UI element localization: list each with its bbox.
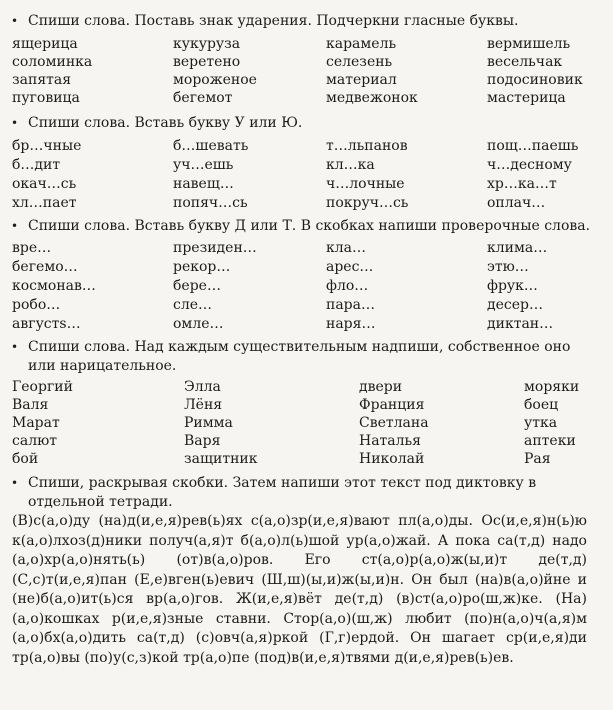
word-row (0, 450, 613, 469)
word: бой (12, 451, 39, 467)
task-heading: • Спиши слова. Вставь букву У или Ю. (11, 115, 303, 131)
word: бере… (173, 278, 221, 294)
word: космонав… (12, 278, 96, 294)
word-row (0, 258, 613, 277)
word: Марат (12, 415, 60, 431)
word-row (0, 277, 613, 296)
word: т…льпанов (326, 138, 408, 154)
word: Наталья (359, 433, 421, 449)
word: моряки (524, 379, 580, 395)
word: омле… (173, 316, 224, 332)
word-row (0, 239, 613, 258)
word: защитник (184, 451, 258, 467)
word: пара… (326, 297, 375, 313)
word: рекор… (173, 259, 231, 275)
word: бр…чные (12, 138, 82, 154)
word: ч…лочные (326, 176, 405, 192)
task-heading: • Спиши слова. Поставь знак ударения. Подчеркни гласные буквы. (11, 13, 519, 29)
word: бегемо… (12, 259, 78, 275)
word: клима… (487, 240, 548, 256)
word: Рая (524, 451, 551, 467)
word: вре… (12, 240, 52, 256)
word: Валя (12, 397, 49, 413)
word: оплач… (487, 195, 546, 211)
word: карамель (326, 36, 397, 52)
word: попяч…сь (173, 195, 248, 211)
word-row (0, 315, 613, 334)
word: боец (524, 397, 559, 413)
word: Георгий (12, 379, 73, 395)
word: Светлана (359, 415, 429, 431)
word: наря… (326, 316, 376, 332)
word: пуговица (12, 90, 80, 106)
word-row (0, 296, 613, 315)
word: вермишель (487, 36, 571, 52)
word-row (0, 53, 613, 72)
task-heading: • Спиши, раскрывая скобки. Затем напиши этот текст под диктовку в отдельной тетради. (11, 475, 537, 510)
word: уч…ешь (173, 157, 234, 173)
word: селезень (326, 54, 393, 70)
word: бегемот (173, 90, 233, 106)
word: покруч…сь (326, 195, 409, 211)
word: кла… (326, 240, 366, 256)
word-row (0, 175, 613, 194)
word: Николай (359, 451, 425, 467)
word: кукуруза (173, 36, 241, 52)
word: сле… (173, 297, 213, 313)
word-row (0, 89, 613, 108)
word: салют (12, 433, 58, 449)
word-row (0, 137, 613, 156)
word-row (0, 378, 613, 397)
word: хл…пает (12, 195, 77, 211)
word: подосиновик (487, 72, 583, 88)
word-row (0, 432, 613, 451)
word: утка (524, 415, 558, 431)
word: веретено (173, 54, 241, 70)
word: робо… (12, 297, 61, 313)
word-row (0, 414, 613, 433)
word: навещ… (173, 176, 234, 192)
word: окач…сь (12, 176, 77, 192)
dictation-text: (В)с(а,о)ду (на)д(и,е,я)рев(ь)ях с(а,о)зр(и,е,я)вают пл(а,о)ды. Ос(и,е,я)н(ь)ю к(а,о)лхоз(д)ники получ(а,я)т б(а,о)л(ь)шой ур(а,о)жай. А пока са(т,д) надо (а,о)хр(а,о)нять(ь) (от)в(а,о)ров. Его ст(а,о)р(а,о)ж(ы,и)т де(т,д) (С,с)т(и,е,я)пан (Е,е)вген(ь)евич (Ш,ш)(ы,и)ж(ы,и)н. Он был (на)в(а,о)йне и (не)б(а,о)ит(ь)ся вр(а,о)гов. Ж(и,е,я)вёт де(т,д) (в)ст(а,о)ро(ш,ж)ке. (На)(а,о)кошках р(и,е,я)зные ставни. Стор(а,о)(ш,ж) любит (по)н(а,о)ч(а,я)м (а,о)бх(а,о)дить са(т,д) (с)овч(а,я)ркой (Г,г)ердой. Он шагает ср(и,е,я)ди тр(а,о)вы (по)у(с,з)кой тр(а,о)пе (под)в(и,е,я)твями д(и,е,я)рев(ь)ев. (12, 513, 587, 666)
word: президен… (173, 240, 257, 256)
word: пощ…паешь (487, 138, 579, 154)
word: мороженое (173, 72, 257, 88)
bullet-icon: • (11, 340, 19, 354)
word-row (0, 35, 613, 54)
task-heading: • Спиши слова. Над каждым существительным надпиши, собственное оно или нарицательное. (11, 339, 571, 374)
word: арес… (326, 259, 374, 275)
word: аптеки (524, 433, 576, 449)
word: диктан… (487, 316, 554, 332)
word: весельчак (487, 54, 563, 70)
word: ч…десному (487, 157, 572, 173)
word: б…дит (12, 157, 61, 173)
bullet-icon: • (11, 14, 19, 28)
word: ящерица (12, 36, 78, 52)
word: десер… (487, 297, 543, 313)
word-row (0, 396, 613, 415)
word: соломинка (12, 54, 93, 70)
word: августs… (12, 316, 81, 332)
word-row (0, 156, 613, 175)
word: материал (326, 72, 397, 88)
word: кл…ка (326, 157, 375, 173)
word: б…шевать (173, 138, 249, 154)
bullet-icon: • (11, 476, 19, 490)
word: Римма (184, 415, 233, 431)
word: двери (359, 379, 403, 395)
bullet-icon: • (11, 219, 19, 233)
word: фрук… (487, 278, 538, 294)
word: медвежонок (326, 90, 418, 106)
bullet-icon: • (11, 116, 19, 130)
word: Лёня (184, 397, 223, 413)
word: этю… (487, 259, 529, 275)
word: Франция (359, 397, 425, 413)
word-row (0, 194, 613, 213)
word: Варя (184, 433, 221, 449)
word: Элла (184, 379, 221, 395)
word: фло… (326, 278, 369, 294)
word: хр…ка…т (487, 176, 557, 192)
word-row (0, 71, 613, 90)
word: запятая (12, 72, 72, 88)
word: мастерица (487, 90, 566, 106)
task-heading: • Спиши слова. Вставь букву Д или Т. В скобках напиши проверочные слова. (11, 218, 591, 234)
